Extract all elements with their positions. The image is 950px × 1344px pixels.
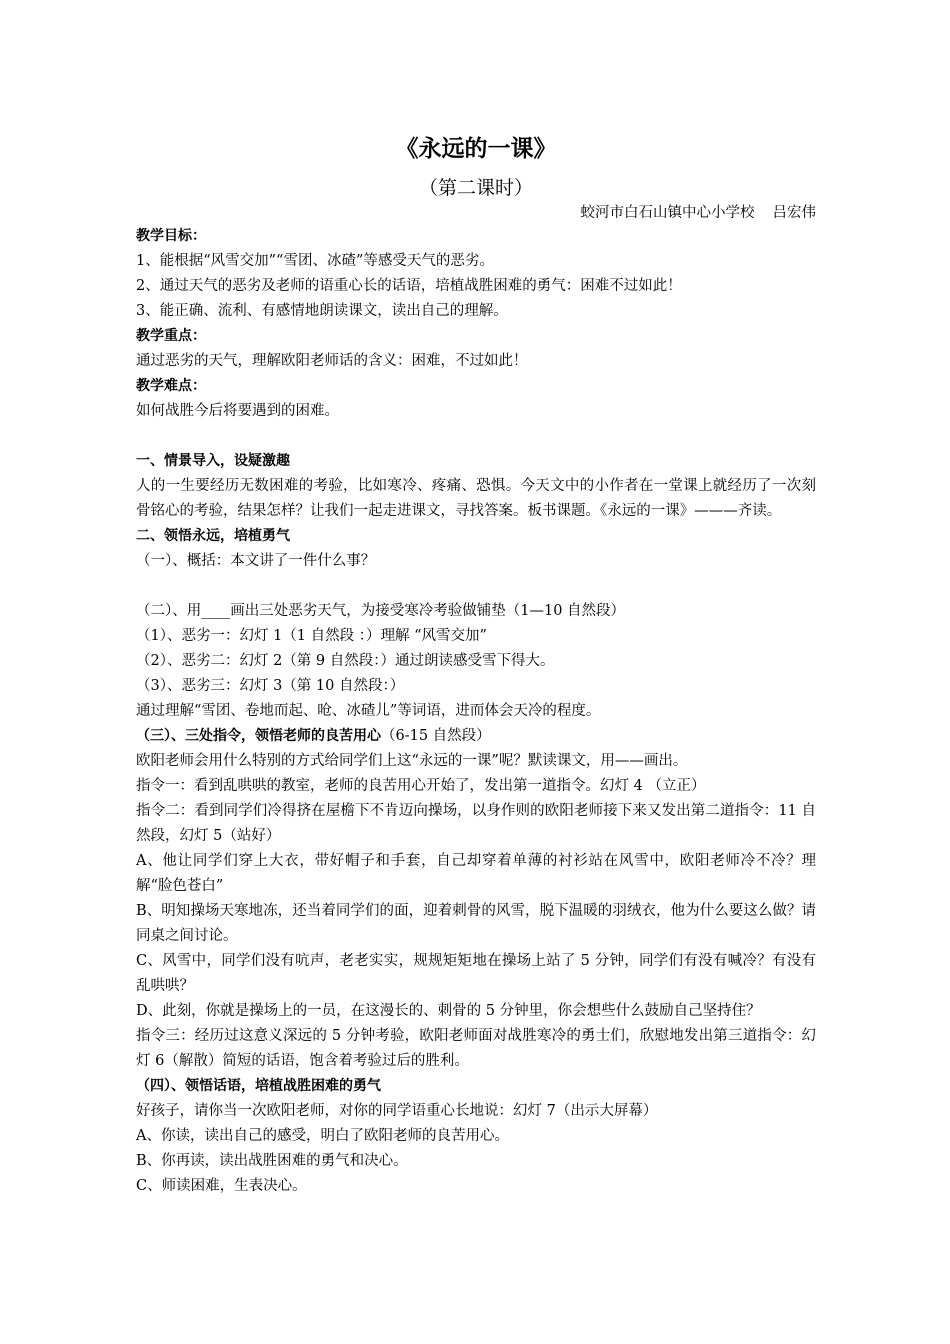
part3-range: （6-15 自然段） bbox=[381, 728, 491, 744]
blank-line bbox=[136, 574, 816, 599]
bad-weather-1: （1）、恶劣一：幻灯 1（1 自然段 ：）理解 “风雪交加” bbox=[136, 628, 487, 644]
part4-item-b: B、你再读，读出战胜困难的勇气和决心。 bbox=[136, 1153, 408, 1169]
question-b: B、明知操场天寒地冻，还当着同学们的面，迎着刺骨的风雪，脱下温暖的羽绒衣，他为什么要这么做？请同桌之间讨论。 bbox=[136, 903, 816, 944]
school-name: 蛟河市白石山镇中心小学校 bbox=[580, 205, 755, 221]
section1-heading: 一、情景导入，设疑激趣 bbox=[136, 453, 290, 469]
document-title: 《永远的一课》 bbox=[395, 136, 557, 162]
bad-weather-note: 通过理解“雪团、卷地而起、呛、冰碴儿”等词语，进而体会天冷的程度。 bbox=[136, 703, 601, 719]
author-line bbox=[581, 202, 817, 224]
part3-heading-line bbox=[136, 724, 816, 749]
document-body bbox=[136, 224, 816, 1199]
question-a: A、他让同学们穿上大衣，带好帽子和手套，自己却穿着单薄的衬衫站在风雪中，欧阳老师冷不冷？理解“脸色苍白” bbox=[136, 853, 816, 894]
difficulty-heading: 教学难点： bbox=[136, 378, 206, 394]
bad-weather-2: （2）、恶劣二：幻灯 2（第 9 自然段：）通过朗读感受雪下得大。 bbox=[136, 653, 555, 669]
goal-item: 3、能正确、流利、有感情地朗读课文，读出自己的理解。 bbox=[136, 303, 508, 319]
goal-item: 1、能根据“风雪交加”“雪团、冰碴”等感受天气的恶劣。 bbox=[136, 253, 494, 269]
focus-text: 通过恶劣的天气，理解欧阳老师话的含义：困难，不过如此！ bbox=[136, 353, 528, 369]
part3-heading: （三）、三处指令，领悟老师的良苦用心 bbox=[136, 728, 381, 744]
author-name: 吕宏伟 bbox=[772, 205, 816, 221]
difficulty-text: 如何战胜今后将要遇到的困难。 bbox=[136, 403, 339, 419]
section1-text: 人的一生要经历无数困难的考验，比如寒冷、疼痛、恐惧。今天文中的小作者在一堂课上就经历了一次刻骨铭心的考验，结果怎样？让我们一起走进课文，寻找答案。板书课题。《永远的一课》———齐读。 bbox=[136, 478, 816, 519]
part3-question: 欧阳老师会用什么特别的方式给同学们上这“永远的一课”呢？默读课文，用——画出。 bbox=[136, 753, 688, 769]
bad-weather-3: （3）、恶劣三：幻灯 3（第 10 自然段：） bbox=[136, 678, 405, 694]
command-2: 指令二：看到同学们冷得挤在屋檐下不肯迈向操场，以身作则的欧阳老师接下来又发出第二道指令：11 自然段，幻灯 5（站好） bbox=[136, 803, 816, 844]
part1-text: （一）、概括：本文讲了一件什么事？ bbox=[136, 553, 376, 569]
document-subtitle: （第二课时） bbox=[418, 177, 533, 199]
goal-item: 2、通过天气的恶劣及老师的语重心长的话语，培植战胜困难的勇气：困难不过如此！ bbox=[136, 278, 682, 294]
question-c: C、风雪中，同学们没有吭声，老老实实，规规矩矩地在操场上站了 5 分钟，同学们有没有喊冷？有没有乱哄哄？ bbox=[136, 953, 816, 994]
part4-heading: （四）、领悟话语，培植战胜困难的勇气 bbox=[136, 1078, 381, 1094]
section2-heading: 二、领悟永远，培植勇气 bbox=[136, 528, 290, 544]
blank-line bbox=[136, 424, 816, 449]
question-d: D、此刻，你就是操场上的一员，在这漫长的、刺骨的 5 分钟里，你会想些什么鼓励自己坚持住？ bbox=[136, 1003, 761, 1019]
part4-text: 好孩子，请你当一次欧阳老师，对你的同学语重心长地说：幻灯 7（出示大屏幕） bbox=[136, 1103, 658, 1119]
command-1: 指令一：看到乱哄哄的教室，老师的良苦用心开始了，发出第一道指令。幻灯 4 （立正） bbox=[136, 778, 706, 794]
focus-heading: 教学重点： bbox=[136, 328, 206, 344]
command-3: 指令三：经历过这意义深远的 5 分钟考验，欧阳老师面对战胜寒冷的勇士们，欣慰地发出第三道指令：幻灯 6（解散）简短的话语，饱含着考验过后的胜利。 bbox=[136, 1028, 816, 1069]
part4-item-c: C、师读困难，生表决心。 bbox=[136, 1178, 307, 1194]
part2-text: （二）、用____画出三处恶劣天气，为接受寒冷考验做铺垫（1—10 自然段） bbox=[136, 603, 626, 619]
part4-item-a: A、你读，读出自己的感受，明白了欧阳老师的良苦用心。 bbox=[136, 1128, 509, 1144]
goals-heading: 教学目标： bbox=[136, 228, 206, 244]
